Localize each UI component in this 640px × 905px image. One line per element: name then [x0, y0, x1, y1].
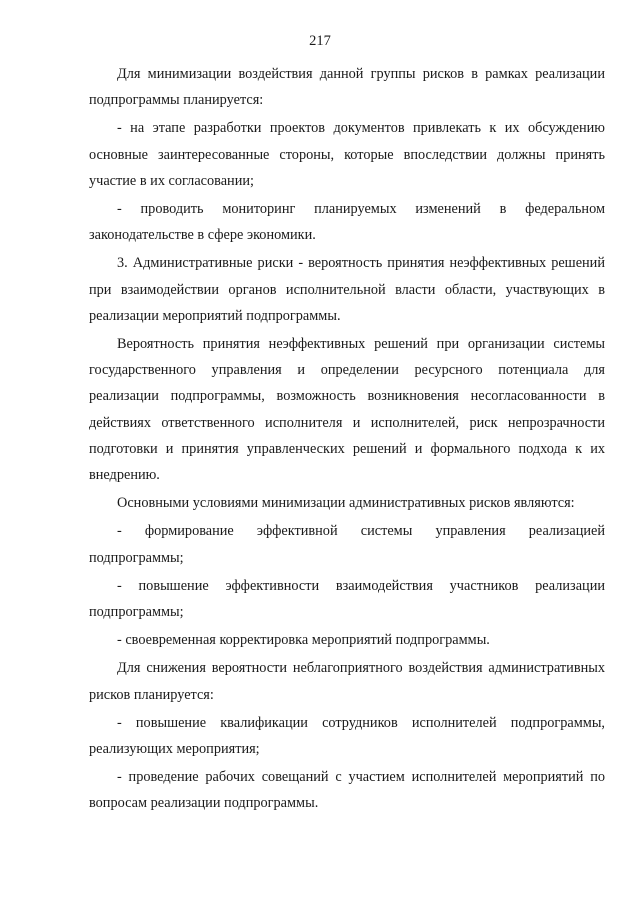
- paragraph-management-system: - формирование эффективной системы управления реализацией подпрограммы;: [89, 523, 605, 566]
- paragraph-legislation-monitoring: - проводить мониторинг планируемых изменений в федеральном законодательстве в сфере экономики.: [89, 201, 605, 244]
- paragraph-interaction-efficiency: - повышение эффективности взаимодействия участников реализации подпрограммы;: [89, 577, 605, 621]
- paragraph-minimization-conditions: Основными условиями минимизации административных рисков являются:: [117, 495, 575, 512]
- document-body: [89, 61, 605, 819]
- paragraph-staff-qualification: - повышение квалификации сотрудников исполнителей подпрограммы, реализующих мероприятия;: [89, 714, 605, 758]
- paragraph-administrative-risks: 3. Административные риски - вероятность принятия неэффективных решений при взаимодействии органов исполнительной власти области, участвующих в реализации мероприятий подпрограммы.: [89, 255, 605, 324]
- paragraph-inefficient-decisions: Вероятность принятия неэффективных решений при организации системы государственного управления и определении ресурсного потенциала для реализации подпрограммы, возможность возникновения несогласованности в действиях ответственного исполнителя и исполнителей, риск непрозрачности подготовки и принятия управленческих решений и формального подхода к их внедрению.: [89, 336, 605, 484]
- paragraph-risk-reduction-plan: Для снижения вероятности неблагоприятного воздействия административных рисков планируется:: [89, 660, 605, 703]
- paragraph-timely-adjustment: - своевременная корректировка мероприятий подпрограммы.: [117, 632, 490, 649]
- paragraph-working-meetings: - проведение рабочих совещаний с участием исполнителей мероприятий по вопросам реализации подпрограммы.: [89, 769, 605, 812]
- page-number: 217: [309, 33, 331, 49]
- paragraph-stakeholder-involvement: - на этапе разработки проектов документов привлекать к их обсуждению основные заинтересованные стороны, которые впоследствии должны принять участие в их согласовании;: [89, 120, 605, 189]
- paragraph-risk-minimization-intro: Для минимизации воздействия данной группы рисков в рамках реализации подпрограммы планируется:: [89, 66, 605, 109]
